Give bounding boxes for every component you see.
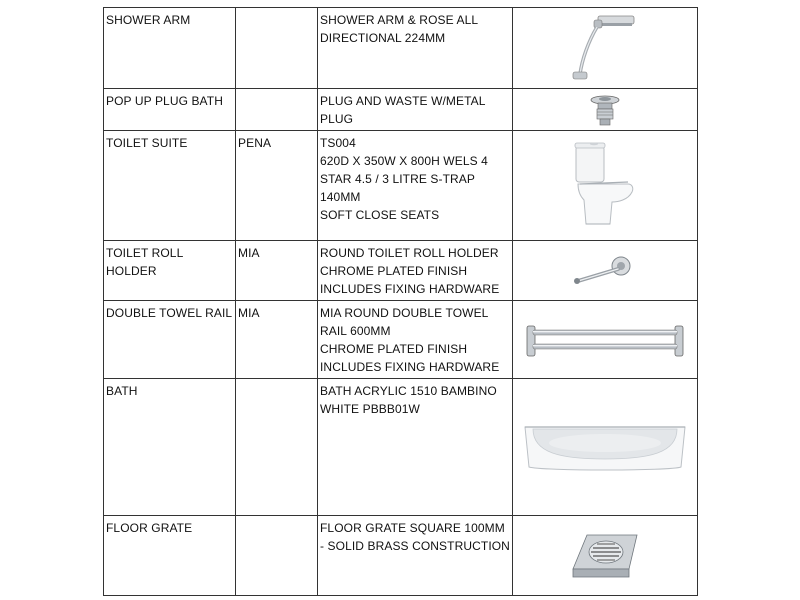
description-line: DIRECTIONAL 224MM: [320, 31, 446, 45]
fixtures-schedule-table: [103, 7, 698, 596]
image-cell: [513, 241, 698, 301]
description-line: 620D X 350W X 800H WELS 4: [320, 154, 488, 168]
brand-cell: [236, 8, 318, 89]
description-line: WHITE PBBB01W: [320, 402, 420, 416]
brand-cell: [236, 89, 318, 131]
brand-cell: MIA: [236, 241, 318, 301]
description-cell: [318, 379, 513, 516]
description-line: 140MM: [320, 190, 361, 204]
image-cell: [513, 516, 698, 596]
shower-arm-image: [570, 12, 640, 84]
bath-image: [521, 417, 689, 477]
image-cell: [513, 89, 698, 131]
table-row: [104, 8, 698, 89]
description-line: ROUND TOILET ROLL HOLDER: [320, 246, 499, 260]
image-cell: [513, 8, 698, 89]
table-row: [104, 89, 698, 131]
description-line: TS004: [320, 136, 356, 150]
description-line: PLUG AND WASTE W/METAL: [320, 94, 486, 108]
description-line: SHOWER ARM & ROSE ALL: [320, 13, 479, 27]
double-towel-rail-image: [521, 318, 689, 362]
item-name-cell: TOILET SUITE: [104, 131, 236, 241]
image-cell: [513, 379, 698, 516]
pop-up-plug-image: [585, 93, 625, 127]
item-name-cell: FLOOR GRATE: [104, 516, 236, 596]
description-cell: [318, 301, 513, 379]
item-name-cell: POP UP PLUG BATH: [104, 89, 236, 131]
description-cell: [318, 131, 513, 241]
item-name-cell: TOILET ROLL HOLDER: [104, 241, 236, 301]
description-cell: [318, 8, 513, 89]
description-line: INCLUDES FIXING HARDWARE: [320, 282, 500, 296]
description-line: BATH ACRYLIC 1510 BAMBINO: [320, 384, 497, 398]
toilet-suite-image: [572, 140, 638, 232]
table-row: [104, 516, 698, 596]
description-line: SOFT CLOSE SEATS: [320, 208, 440, 222]
description-cell: [318, 89, 513, 131]
item-name-cell: DOUBLE TOWEL RAIL: [104, 301, 236, 379]
table-row: [104, 241, 698, 301]
description-line: FLOOR GRATE SQUARE 100MM: [320, 521, 505, 535]
description-line: CHROME PLATED FINISH: [320, 264, 468, 278]
floor-grate-image: [569, 529, 641, 583]
table-row: [104, 301, 698, 379]
description-line: CHROME PLATED FINISH: [320, 342, 468, 356]
toilet-roll-holder-image: [570, 251, 640, 291]
brand-cell: MIA: [236, 301, 318, 379]
table-row: [104, 379, 698, 516]
description-line: STAR 4.5 / 3 LITRE S-TRAP: [320, 172, 475, 186]
brand-cell: [236, 379, 318, 516]
description-line: RAIL 600MM: [320, 324, 391, 338]
description-cell: [318, 241, 513, 301]
item-name-cell: SHOWER ARM: [104, 8, 236, 89]
table-row: [104, 131, 698, 241]
image-cell: [513, 131, 698, 241]
brand-cell: PENA: [236, 131, 318, 241]
description-line: INCLUDES FIXING HARDWARE: [320, 360, 500, 374]
brand-cell: [236, 516, 318, 596]
description-cell: [318, 516, 513, 596]
description-line: - SOLID BRASS CONSTRUCTION: [320, 539, 510, 553]
description-line: MIA ROUND DOUBLE TOWEL: [320, 306, 489, 320]
image-cell: [513, 301, 698, 379]
description-line: PLUG: [320, 112, 354, 126]
item-name-cell: BATH: [104, 379, 236, 516]
